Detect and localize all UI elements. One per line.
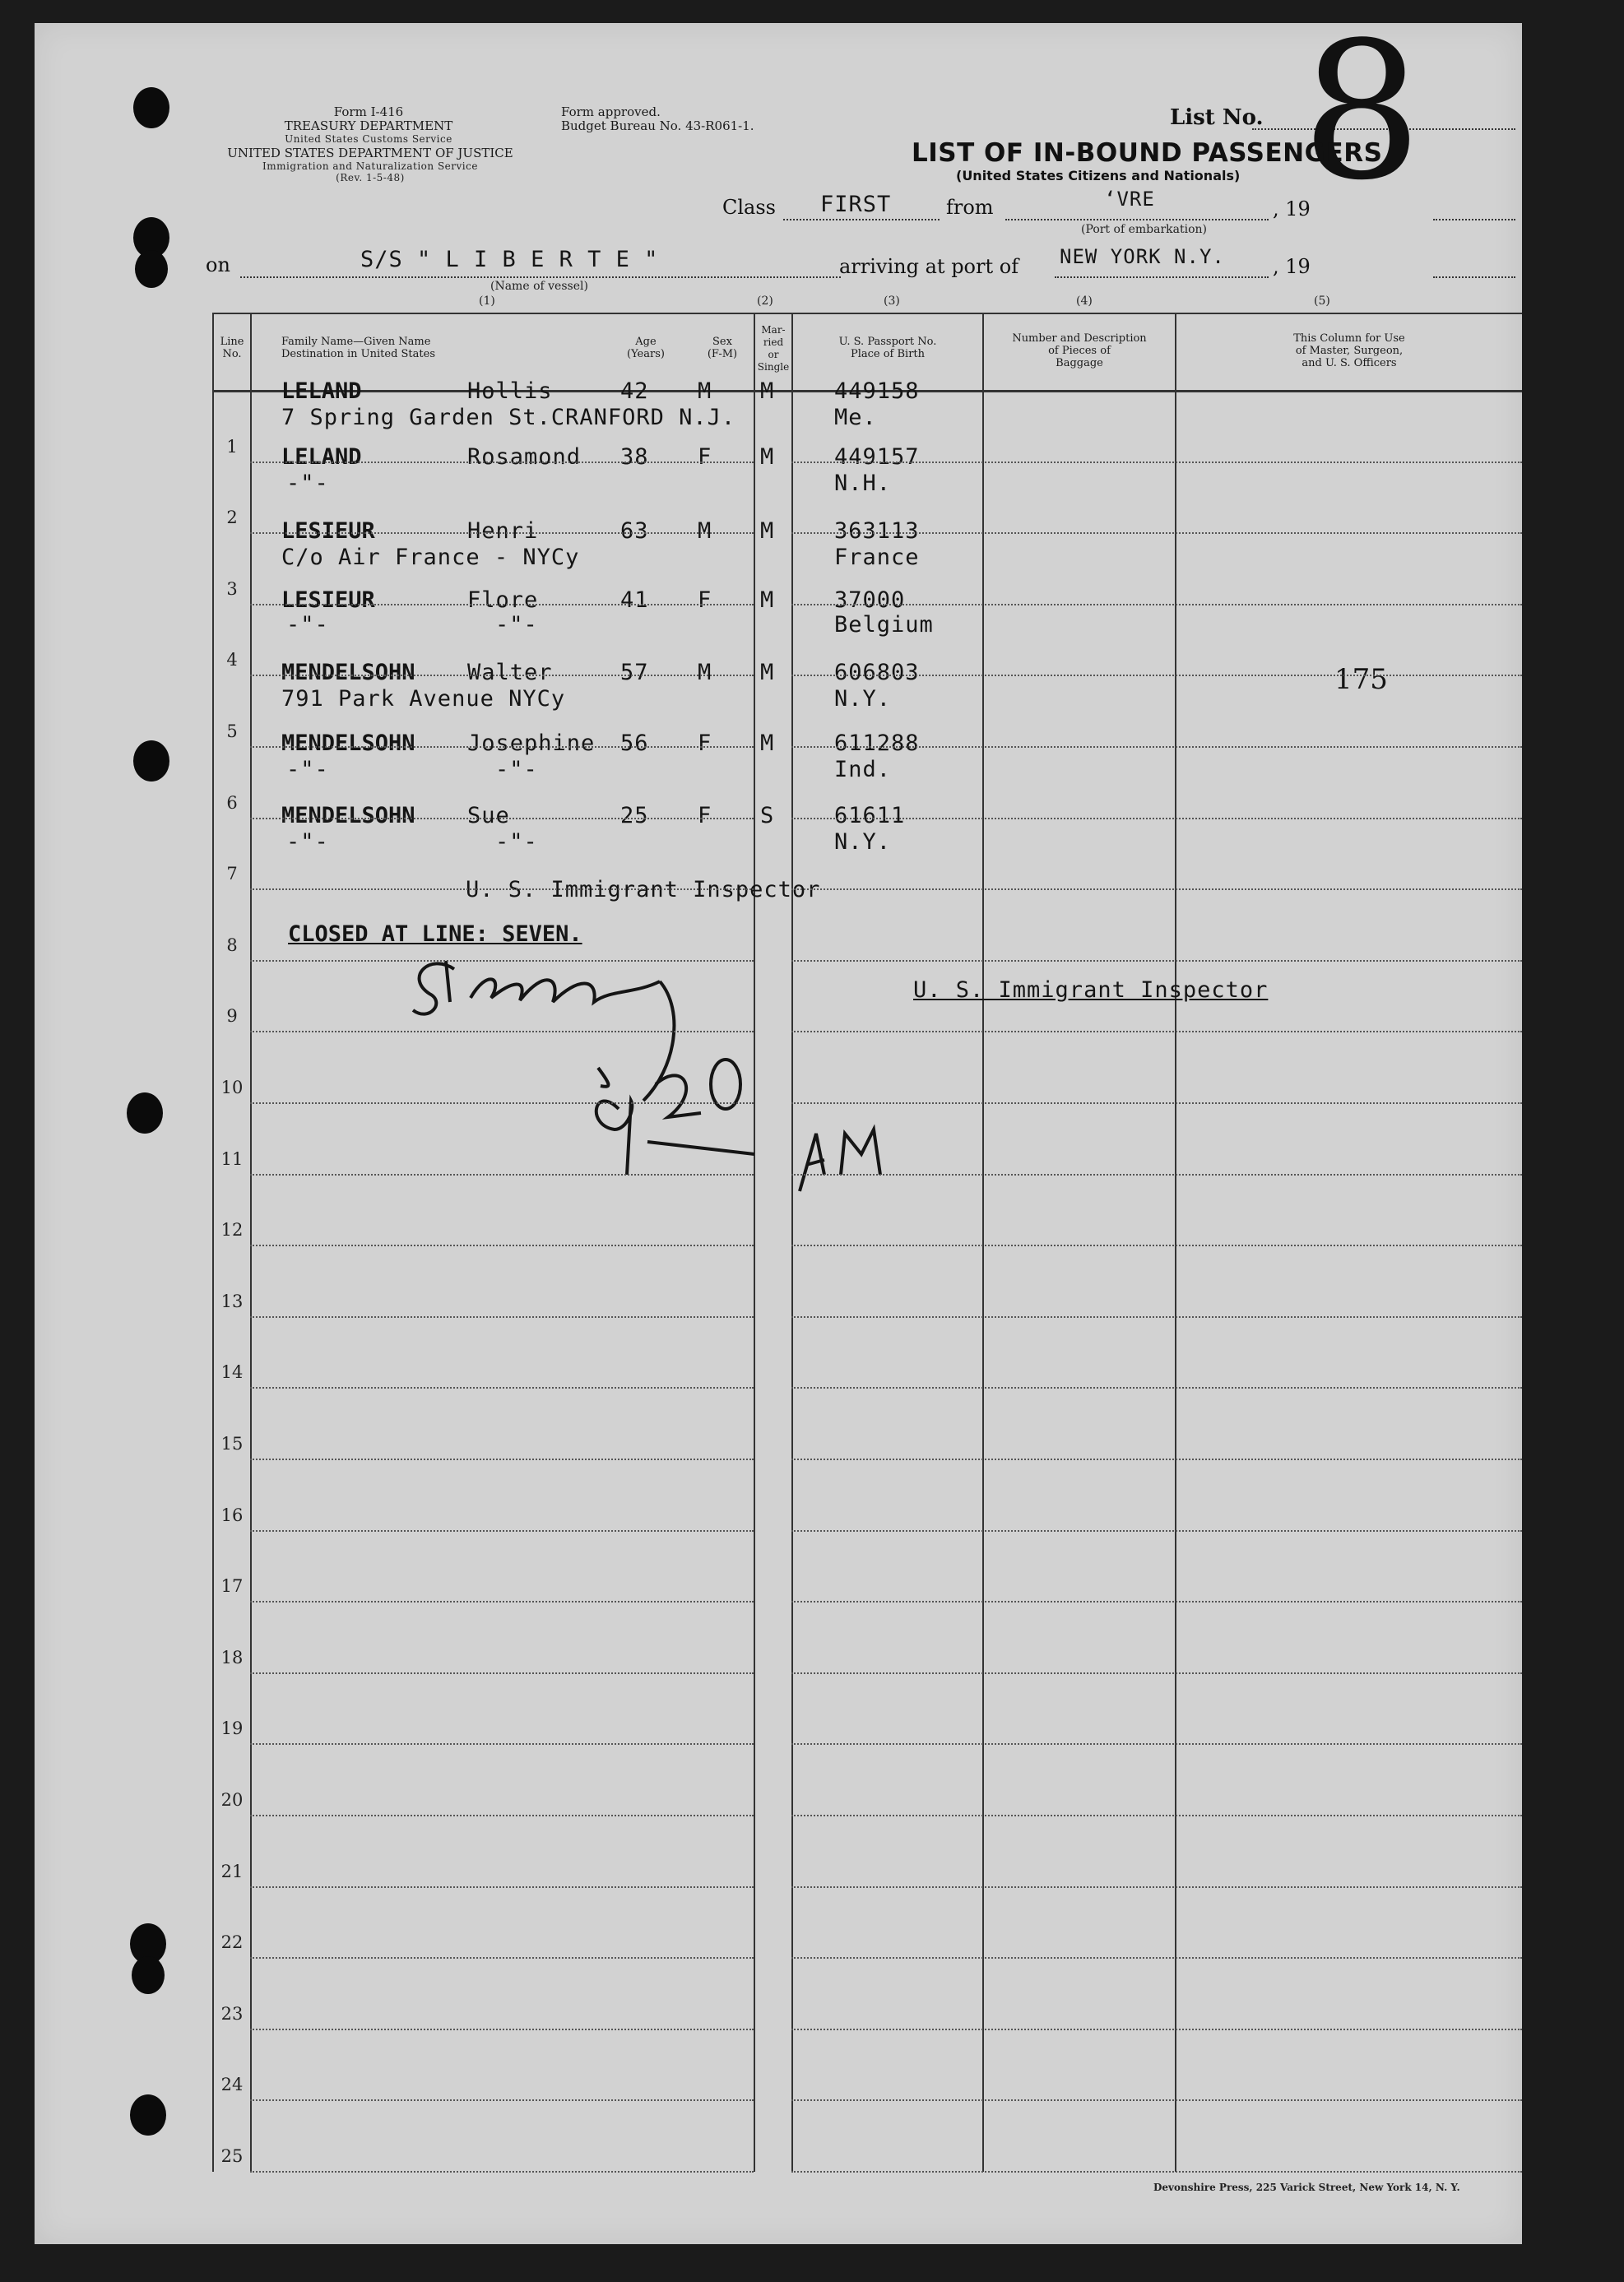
punch-hole bbox=[133, 217, 169, 258]
printer-credit: Devonshire Press, 225 Varick Street, New York 14, N. Y. bbox=[1153, 2182, 1460, 2193]
column-header-officers: This Column for Use of Master, Surgeon, and U. S. Officers bbox=[1293, 332, 1405, 369]
line-number: 7 bbox=[226, 864, 238, 884]
given-name: Josephine bbox=[467, 731, 596, 756]
age: 63 bbox=[620, 518, 649, 544]
line-number: 20 bbox=[220, 1790, 244, 1810]
given-name-ditto: -"- bbox=[495, 612, 538, 638]
column-header-sex: Sex (F-M) bbox=[707, 336, 738, 360]
passport-number: 363113 bbox=[834, 518, 920, 544]
column-number: (1) bbox=[479, 295, 495, 308]
place-of-birth: Ind. bbox=[834, 757, 892, 782]
punch-hole bbox=[133, 740, 169, 782]
year-label-2: , 19 bbox=[1273, 255, 1311, 278]
row-separator bbox=[791, 462, 1522, 463]
row-separator bbox=[791, 746, 1522, 748]
given-name: Hollis bbox=[467, 378, 553, 404]
row-separator bbox=[250, 1174, 754, 1176]
passport-number: 37000 bbox=[834, 587, 906, 613]
marital-status: M bbox=[760, 731, 775, 756]
destination: -"- bbox=[286, 829, 329, 855]
page-title: LIST OF IN-BOUND PASSENGERS bbox=[912, 138, 1383, 168]
column-number: (3) bbox=[884, 295, 900, 308]
handwritten-time bbox=[578, 1051, 940, 1216]
line-number: 19 bbox=[220, 1718, 244, 1738]
family-name: LELAND bbox=[281, 444, 362, 470]
row-separator bbox=[250, 888, 754, 890]
line-number: 24 bbox=[220, 2075, 244, 2094]
row-separator bbox=[250, 532, 754, 534]
row-separator bbox=[791, 1815, 1522, 1816]
line-number: 12 bbox=[220, 1220, 244, 1240]
line-number: 5 bbox=[226, 721, 238, 741]
row-separator bbox=[250, 1886, 754, 1888]
family-name: MENDELSOHN bbox=[281, 660, 415, 685]
row-separator bbox=[791, 604, 1522, 605]
class-label: Class bbox=[722, 196, 776, 219]
age: 38 bbox=[620, 444, 649, 470]
row-separator bbox=[791, 960, 1522, 962]
punch-hole bbox=[130, 2094, 166, 2136]
treasury-department: TREASURY DEPARTMENT bbox=[284, 118, 453, 133]
given-name: Sue bbox=[467, 803, 510, 828]
port-of-embarkation-value: ‘VRE bbox=[1104, 188, 1155, 211]
row-separator bbox=[791, 2099, 1522, 2101]
budget-bureau: Budget Bureau No. 43-R061-1. bbox=[561, 118, 754, 133]
row-separator bbox=[791, 818, 1522, 819]
row-separator bbox=[250, 1031, 754, 1032]
form-approved: Form approved. bbox=[561, 104, 661, 119]
given-name-ditto: -"- bbox=[495, 757, 538, 782]
age: 25 bbox=[620, 803, 649, 828]
row-separator bbox=[250, 1102, 754, 1104]
line-number: 14 bbox=[220, 1362, 244, 1382]
row-separator bbox=[250, 1459, 754, 1460]
line-number: 22 bbox=[220, 1932, 244, 1952]
family-name: MENDELSOHN bbox=[281, 731, 415, 756]
row-separator bbox=[250, 960, 754, 962]
destination: -"- bbox=[286, 471, 329, 496]
line-number: 25 bbox=[220, 2146, 244, 2166]
family-name: LESIEUR bbox=[281, 518, 375, 544]
row-separator bbox=[791, 532, 1522, 534]
column-number: (4) bbox=[1076, 295, 1093, 308]
marital-status: S bbox=[760, 803, 775, 828]
punch-hole bbox=[133, 87, 169, 128]
row-separator bbox=[791, 1245, 1522, 1246]
age: 56 bbox=[620, 731, 649, 756]
line-number: 3 bbox=[226, 579, 238, 599]
list-no-label: List No. bbox=[1170, 105, 1264, 130]
row-separator bbox=[791, 2029, 1522, 2030]
row-separator bbox=[791, 1031, 1522, 1032]
sex: M bbox=[698, 378, 712, 404]
place-of-birth: Me. bbox=[834, 405, 877, 430]
punch-hole bbox=[130, 1923, 166, 1964]
row-separator bbox=[791, 1743, 1522, 1745]
destination: 791 Park Avenue NYCy bbox=[281, 686, 566, 712]
marital-status: M bbox=[760, 518, 775, 544]
row-separator bbox=[791, 888, 1522, 890]
row-separator bbox=[791, 1387, 1522, 1389]
column-number: (2) bbox=[757, 295, 773, 308]
line-number: 16 bbox=[220, 1505, 244, 1525]
row-separator bbox=[250, 2171, 754, 2173]
row-separator bbox=[250, 675, 754, 676]
sex: F bbox=[698, 731, 712, 756]
row-separator bbox=[791, 1672, 1522, 1674]
destination: 7 Spring Garden St.CRANFORD N.J. bbox=[281, 405, 736, 430]
line-number: 15 bbox=[220, 1434, 244, 1454]
department-of-justice: UNITED STATES DEPARTMENT OF JUSTICE bbox=[227, 146, 513, 160]
line-number: 10 bbox=[220, 1078, 244, 1097]
column-header-age: Age (Years) bbox=[627, 336, 665, 360]
class-value: FIRST bbox=[820, 192, 892, 217]
punch-hole bbox=[127, 1092, 163, 1134]
line-number: 21 bbox=[220, 1862, 244, 1881]
family-name: LESIEUR bbox=[281, 587, 375, 613]
list-number: 8 bbox=[1302, 2, 1422, 222]
row-separator bbox=[250, 1530, 754, 1532]
place-of-birth: N.Y. bbox=[834, 686, 892, 712]
row-separator bbox=[250, 1387, 754, 1389]
row-separator bbox=[791, 1174, 1522, 1176]
line-number: 8 bbox=[226, 935, 238, 955]
destination: -"- bbox=[286, 612, 329, 638]
row-separator bbox=[250, 1245, 754, 1246]
sex: F bbox=[698, 444, 712, 470]
age: 57 bbox=[620, 660, 649, 685]
on-label: on bbox=[206, 253, 230, 276]
passport-number: 611288 bbox=[834, 731, 920, 756]
given-name-ditto: -"- bbox=[495, 829, 538, 855]
row-separator bbox=[250, 1957, 754, 1959]
row-separator bbox=[250, 746, 754, 748]
year-label-1: , 19 bbox=[1273, 197, 1311, 220]
line-number: 13 bbox=[220, 1292, 244, 1311]
row-separator bbox=[791, 1316, 1522, 1318]
given-name: Flore bbox=[467, 587, 539, 613]
row-separator bbox=[250, 2029, 754, 2030]
arrival-port-value: NEW YORK N.Y. bbox=[1060, 245, 1225, 268]
line-number: 4 bbox=[226, 650, 238, 670]
sex: M bbox=[698, 660, 712, 685]
page-subtitle: (United States Citizens and Nationals) bbox=[956, 168, 1241, 183]
manifest-page bbox=[35, 2, 1522, 2244]
ins-service: Immigration and Naturalization Service bbox=[262, 160, 478, 172]
marital-status: M bbox=[760, 587, 775, 613]
passport-number: 606803 bbox=[834, 660, 920, 685]
row-separator bbox=[791, 1459, 1522, 1460]
from-label: from bbox=[946, 196, 994, 219]
marital-status: M bbox=[760, 660, 775, 685]
column-header-married: Mar- ried or Single bbox=[757, 324, 790, 373]
column-header-baggage: Number and Description of Pieces of Baggage bbox=[1012, 332, 1147, 369]
form-number: Form I-416 bbox=[333, 104, 404, 119]
destination: -"- bbox=[286, 757, 329, 782]
column-header-line-no: Line No. bbox=[220, 336, 244, 360]
row-separator bbox=[250, 1672, 754, 1674]
place-of-birth: N.Y. bbox=[834, 829, 892, 855]
vessel-caption: (Name of vessel) bbox=[490, 280, 588, 293]
column-number: (5) bbox=[1314, 295, 1330, 308]
sex: F bbox=[698, 803, 712, 828]
line-number: 9 bbox=[226, 1006, 238, 1026]
passport-number: 61611 bbox=[834, 803, 906, 828]
column-header-name: Family Name—Given Name Destination in United States bbox=[281, 336, 435, 360]
given-name: Walter bbox=[467, 660, 553, 685]
age: 42 bbox=[620, 378, 649, 404]
revision-date: (Rev. 1-5-48) bbox=[336, 172, 405, 183]
row-separator bbox=[791, 1601, 1522, 1603]
passport-number: 449157 bbox=[834, 444, 920, 470]
row-separator bbox=[791, 1530, 1522, 1532]
place-of-birth: France bbox=[834, 545, 920, 570]
passport-number: 449158 bbox=[834, 378, 920, 404]
row-separator bbox=[250, 1316, 754, 1318]
given-name: Rosamond bbox=[467, 444, 582, 470]
inspector-stamp-1: U. S. Immigrant Inspector bbox=[466, 877, 821, 902]
row-separator bbox=[250, 818, 754, 819]
row-separator bbox=[250, 1743, 754, 1745]
row-separator bbox=[791, 1102, 1522, 1104]
row-separator bbox=[250, 1815, 754, 1816]
age: 41 bbox=[620, 587, 649, 613]
marital-status: M bbox=[760, 378, 775, 404]
row-separator bbox=[250, 462, 754, 463]
line-number: 17 bbox=[220, 1576, 244, 1596]
column-header-passport: U. S. Passport No. Place of Birth bbox=[838, 336, 937, 360]
inspector-stamp-2: U. S. Immigrant Inspector bbox=[913, 977, 1269, 1003]
officer-note: 175 bbox=[1334, 663, 1388, 696]
marital-status: M bbox=[760, 444, 775, 470]
row-separator bbox=[791, 1886, 1522, 1888]
family-name: LELAND bbox=[281, 378, 362, 404]
given-name: Henri bbox=[467, 518, 539, 544]
row-separator bbox=[250, 604, 754, 605]
line-number: 1 bbox=[226, 437, 238, 457]
destination: C/o Air France - NYCy bbox=[281, 545, 580, 570]
customs-service: United States Customs Service bbox=[285, 133, 452, 145]
vessel-name-value: S/S " L I B E R T E " bbox=[360, 247, 659, 272]
row-separator bbox=[791, 2171, 1522, 2173]
place-of-birth: Belgium bbox=[834, 612, 934, 638]
family-name: MENDELSOHN bbox=[281, 803, 415, 828]
line-number: 2 bbox=[226, 508, 238, 527]
line-number: 23 bbox=[220, 2004, 244, 2024]
row-separator bbox=[250, 1601, 754, 1603]
line-number: 11 bbox=[220, 1149, 244, 1169]
sex: F bbox=[698, 587, 712, 613]
row-separator bbox=[791, 1957, 1522, 1959]
port-caption: (Port of embarkation) bbox=[1081, 223, 1207, 236]
arriving-label: arriving at port of bbox=[839, 255, 1019, 278]
sex: M bbox=[698, 518, 712, 544]
closed-at-line: CLOSED AT LINE: SEVEN. bbox=[288, 921, 582, 947]
row-separator bbox=[791, 675, 1522, 676]
place-of-birth: N.H. bbox=[834, 471, 892, 496]
line-number: 6 bbox=[226, 793, 238, 813]
line-number: 18 bbox=[220, 1648, 244, 1667]
row-separator bbox=[250, 2099, 754, 2101]
